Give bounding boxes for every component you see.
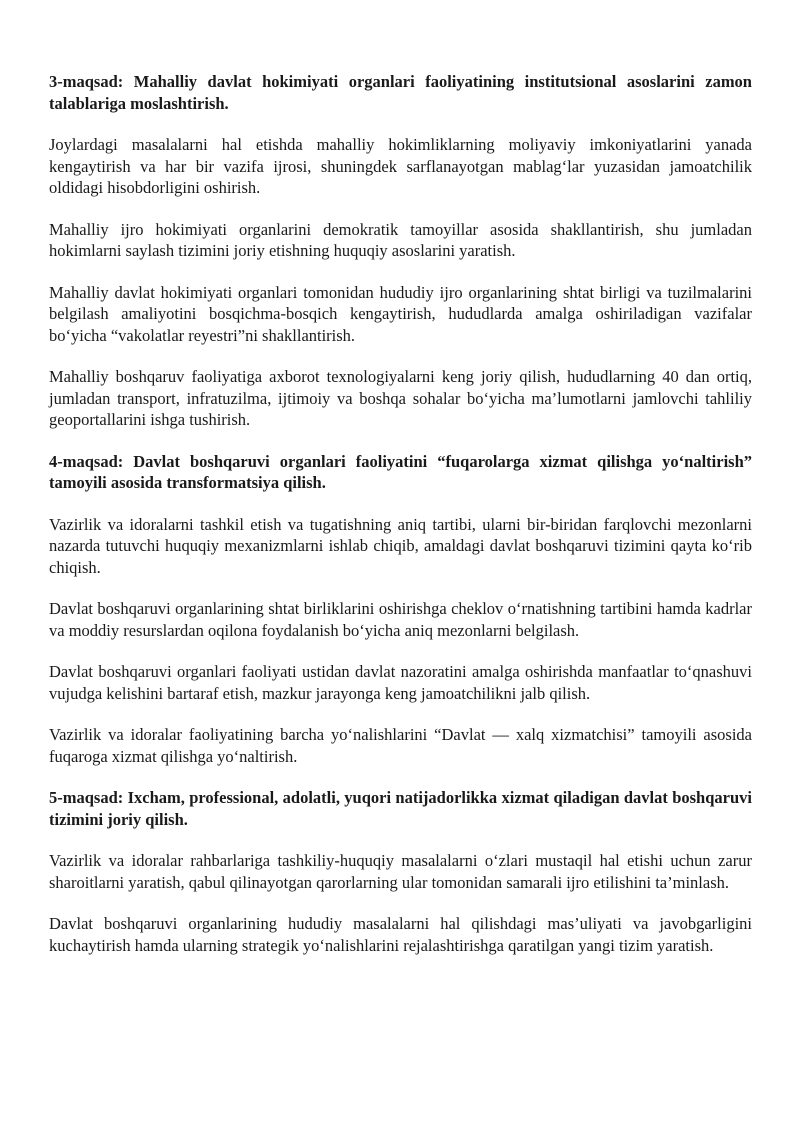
paragraph: Davlat boshqaruvi organlari faoliyati ustidan davlat nazoratini amalga oshirishda manfaatlar to‘qnashuvi vujudga kelishini bartaraf etish, mazkur jarayonga keng jamoatchilikni jalb qilish.	[49, 662, 752, 703]
paragraph: Mahalliy davlat hokimiyati organlari tomonidan hududiy ijro organlarining shtat birligi va tuzilmalarini belgilash amaliyotini bosqichma-bosqich kengaytirish, hududlarda amalga oshiriladigan vazifalar bo‘yicha “vakolatlar reyestri”ni shakllantirish.	[49, 282, 752, 345]
paragraph: Davlat boshqaruvi organlarining hududiy masalalarni hal qilishdagi mas’uliyati va javobgarligini kuchaytirish hamda ularning strategik yo‘nalishlarini rejalashtirishga qaratilgan yangi tizim yaratish.	[49, 914, 752, 955]
document-page	[49, 71, 752, 976]
paragraph: Vazirlik va idoralar rahbarlariga tashkiliy-huquqiy masalalarni o‘zlari mustaqil hal etishi uchun zarur sharoitlarni yaratish, qabul qilinayotgan qarorlarning ular tomonidan samarali ijro etilishini ta’minlash.	[49, 851, 752, 892]
paragraph: Joylardagi masalalarni hal etishda mahalliy hokimliklarning moliyaviy imkoniyatlarini yanada kengaytirish va har bir vazifa ijrosi, shuningdek sarflanayotgan mablag‘lar yuzasidan jamoatchilik oldidagi hisobdorligini oshirish.	[49, 135, 752, 197]
paragraph: Vazirlik va idoralarni tashkil etish va tugatishning aniq tartibi, ularni bir-biridan farqlovchi mezonlarni nazarda tutuvchi huquqiy mexanizmlarni ishlab chiqib, amaldagi davlat boshqaruvi tizimini qayta ko‘rib chiqish.	[49, 514, 752, 577]
section-heading-goal-4: 4-maqsad: Davlat boshqaruvi organlari faoliyatini “fuqarolarga xizmat qilishga yo‘naltirish” tamoyili asosida transformatsiya qilish.	[49, 451, 752, 492]
paragraph: Davlat boshqaruvi organlarining shtat birliklarini oshirishga cheklov o‘rnatishning tartibini hamda kadrlar va moddiy resurslardan oqilona foydalanish bo‘yicha aniq mezonlarni belgilash.	[49, 599, 752, 640]
paragraph: Mahalliy boshqaruv faoliyatiga axborot texnologiyalarni keng joriy qilish, hududlarning 40 dan ortiq, jumladan transport, infratuzilma, ijtimoiy va boshqa sohalar bo‘yicha ma’lumotlarni jamlovchi tahliliy geoportallarini ishga tushirish.	[49, 367, 752, 429]
paragraph: Mahalliy ijro hokimiyati organlarini demokratik tamoyillar asosida shakllantirish, shu jumladan hokimlarni saylash tizimini joriy etishning huquqiy asoslarini yaratish.	[49, 219, 752, 260]
section-heading-goal-5: 5-maqsad: Ixcham, professional, adolatli, yuqori natijadorlikka xizmat qiladigan davlat boshqaruvi tizimini joriy qilish.	[49, 788, 752, 829]
section-heading-goal-3: 3-maqsad: Mahalliy davlat hokimiyati organlari faoliyatining institutsional asoslarini zamon talablariga moslashtirish.	[49, 72, 752, 113]
paragraph: Vazirlik va idoralar faoliyatining barcha yo‘nalishlarini “Davlat — xalq xizmatchisi” tamoyili asosida fuqaroga xizmat qilishga yo‘naltirish.	[49, 725, 752, 766]
